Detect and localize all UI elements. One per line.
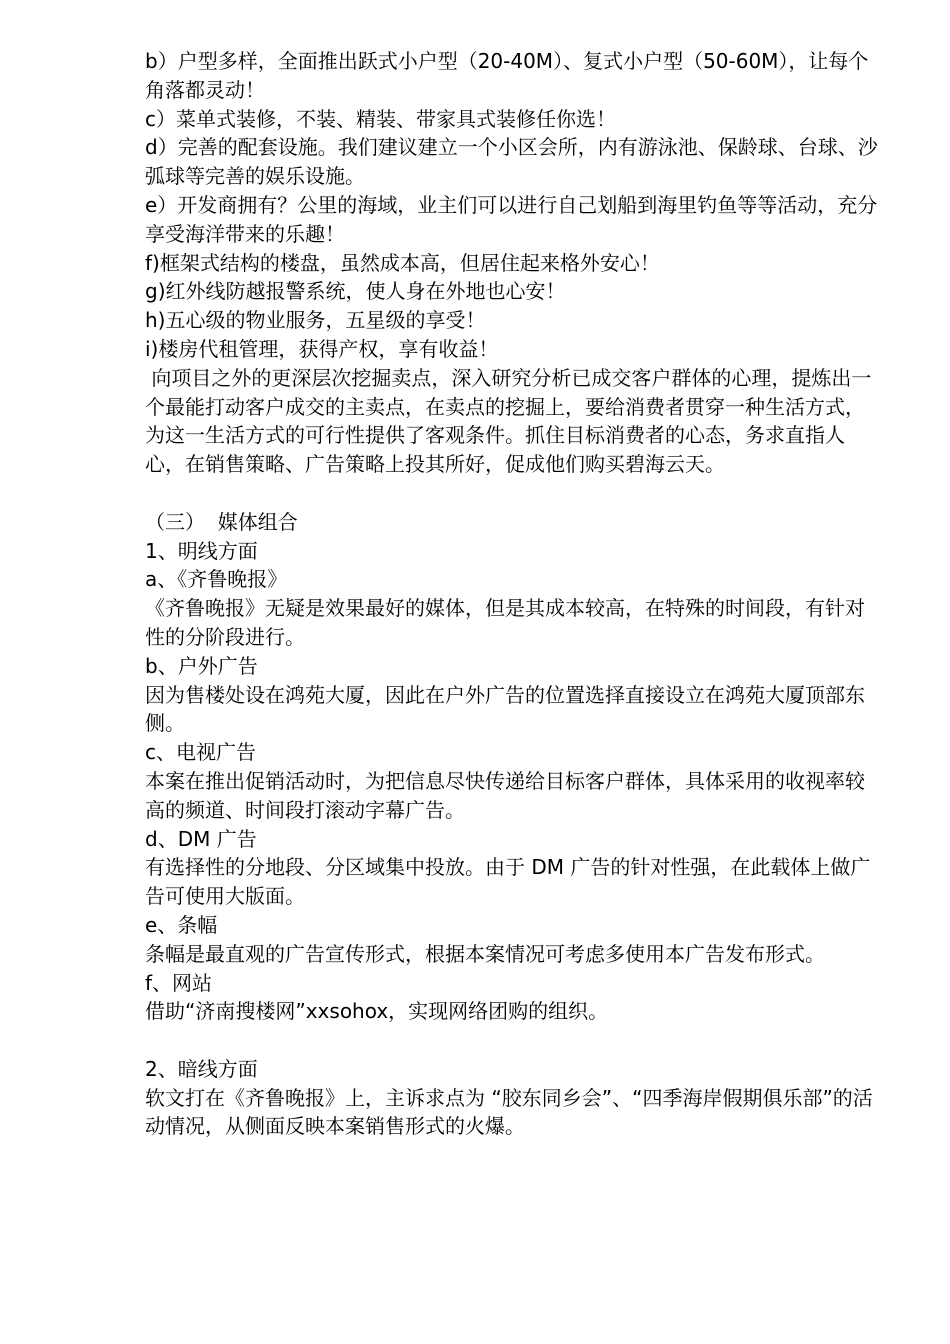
media-label-banner: e、条幅 [145,912,218,937]
media-text-dm: 有选择性的分地段、分区域集中投放。由于 DM 广告的针对性强，在此载体上做广告可使用大版面。 [145,855,871,909]
summary-paragraph: 向项目之外的更深层次挖掘卖点，深入研究分析已成交客户群体的心理，提炼出一个最能打动客户成交的主卖点，在卖点的挖掘上，要给消费者贯穿一种生活方式，为这一生活方式的可行性提供了客观条件。抓住目标消费者的心态，务求直指人心，在销售策略、广告策略上投其所好，促成他们购买碧海云天。 [145,365,872,477]
blank-line [145,479,880,508]
explicit-title: 1、明线方面 [145,538,258,563]
media-label-tv: c、电视广告 [145,740,256,765]
feature-d: d）完善的配套设施。我们建议建立一个小区会所，内有游泳池、保龄球、台球、沙弧球等完善的娱乐设施。 [145,135,878,189]
feature-e: e）开发商拥有？公里的海域，业主们可以进行自己划船到海里钓鱼等等活动，充分享受海洋带来的乐趣！ [145,192,878,246]
media-text-outdoor: 因为售楼处设在鸿苑大厦，因此在户外广告的位置选择直接设立在鸿苑大厦顶部东侧。 [145,682,865,736]
blank-line [145,1026,880,1055]
media-label-website: f、网站 [145,970,213,995]
feature-b: b）户型多样，全面推出跃式小户型（20-40M）、复式小户型（50-60M），让每个角落都灵动！ [145,49,869,102]
feature-h: h)五心级的物业服务，五星级的享受！ [145,308,486,333]
media-label-newspaper: a、《齐鲁晚报》 [145,567,288,592]
media-text-banner: 条幅是最直观的广告宣传形式，根据本案情况可考虑多使用本广告发布形式。 [145,941,825,966]
media-label-dm: d、DM 广告 [145,826,257,851]
feature-f: f)框架式结构的楼盘，虽然成本高，但居住起来格外安心！ [145,250,660,275]
media-label-outdoor: b、户外广告 [145,653,258,678]
implicit-title: 2、暗线方面 [145,1056,258,1081]
implicit-text: 软文打在《齐鲁晚报》上，主诉求点为 “胶东同乡会”、“四季海岸假期俱乐部”的活动情况，从侧面反映本案销售形式的火爆。 [145,1085,873,1139]
media-text-newspaper: 《齐鲁晚报》无疑是效果最好的媒体，但是其成本较高，在特殊的时间段，有针对性的分阶段进行。 [145,596,865,649]
feature-g: g)红外线防越报警系统，使人身在外地也心安！ [145,279,566,304]
media-text-tv: 本案在推出促销活动时，为把信息尽快传递给目标客户群体，具体采用的收视率较高的频道、时间段打滚动字幕广告。 [145,768,865,822]
media-text-website: 借助“济南搜楼网”xxsohox，实现网络团购的组织。 [145,999,609,1024]
feature-c: c）菜单式装修，不装、精装、带家具式装修任你选！ [145,106,616,131]
feature-i: i)楼房代租管理，获得产权，享有收益！ [145,336,499,361]
document-page [145,47,880,1141]
section-heading: （三） 媒体组合 [145,509,298,534]
